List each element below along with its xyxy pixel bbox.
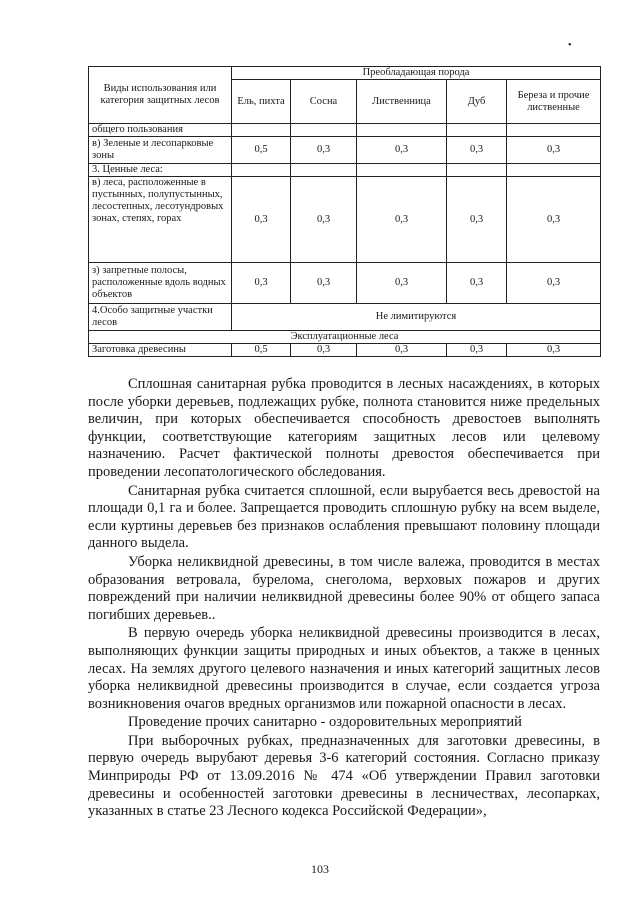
paragraph: Санитарная рубка считается сплошной, если вырубается весь древостой на площади 0,1 га и более. Запрещается проводить сплошную рубку на всем выделе, если куртины деревьев без признаков ослабления превышают половину площади данного выдела. (88, 482, 600, 552)
table-cell: 0,3 (232, 177, 291, 263)
table-row (89, 263, 601, 304)
table-cell: 0,5 (232, 137, 291, 164)
header-species-birch: Береза и прочие лиственные (507, 80, 601, 124)
paragraph: В первую очередь уборка неликвидной древесины производится в лесах, выполняющих функции защиты природных и иных объектов, а также в ценных лесах. На землях другого целевого назначения и иных категорий защитных лесов уборка неликвидной древесины производится в случае, если создается угроза возникновения очагов вредных организмов или пожарной опасности в лесах. (88, 625, 600, 712)
table-cell: 0,3 (232, 263, 291, 304)
table-cell: 0,3 (447, 263, 507, 304)
header-usage-type: Виды использования или категория защитных лесов (89, 67, 232, 124)
row-label: з) запретные полосы, расположенные вдоль водных объектов (89, 263, 232, 304)
table-cell: 0,3 (291, 263, 357, 304)
header-species-larch: Лиственница (357, 80, 447, 124)
table-cell: 0,3 (291, 344, 357, 357)
row-label: в) леса, расположенные в пустынных, полупустынных, лесостепных, лесотундровых зонах, степях, горах (89, 177, 232, 263)
table-row (89, 124, 601, 137)
table-cell: 0,3 (291, 137, 357, 164)
row-label: 3. Ценные леса: (89, 164, 232, 177)
paragraph-heading: Проведение прочих санитарно - оздоровительных мероприятий (128, 714, 522, 731)
header-species-spruce: Ель, пихта (232, 80, 291, 124)
page-number: 103 (311, 862, 329, 876)
body-text (88, 376, 600, 821)
paragraph: Уборка неликвидной древесины, в том числе валежа, проводится в местах образования ветровала, бурелома, снеголома, верховых пожаров и других повреждений при наличии неликвидной древесины более 90% от общего запаса погибших деревьев.. (88, 553, 600, 623)
row-label: общего пользования (89, 124, 232, 137)
table-cell: 0,3 (291, 177, 357, 263)
table-row (89, 164, 601, 177)
stray-dot-mark: • (568, 40, 572, 51)
cutting-density-table (88, 66, 601, 357)
table-cell: 0,3 (447, 137, 507, 164)
table-cell: 0,3 (507, 344, 601, 357)
row-label: Заготовка древесины (89, 344, 232, 357)
table-cell: 0,3 (507, 177, 601, 263)
table-cell: 0,3 (447, 177, 507, 263)
table-row (89, 137, 601, 164)
row-label: в) Зеленые и лесопарковые зоны (89, 137, 232, 164)
table-row (89, 177, 601, 263)
table-cell: 0,3 (507, 137, 601, 164)
not-limited-cell: Не лимитируются (232, 304, 601, 331)
header-species-oak: Дуб (447, 80, 507, 124)
table-cell: 0,5 (232, 344, 291, 357)
header-predominant-species: Преобладающая порода (232, 67, 601, 80)
table-cell: 0,3 (507, 263, 601, 304)
header-species-pine: Сосна (291, 80, 357, 124)
section-row (89, 331, 601, 344)
paragraph: Сплошная санитарная рубка проводится в лесных насаждениях, в которых после уборки деревьев, подлежащих рубке, полнота становится ниже предельных величин, при которых обеспечивается способность древостоев выполнять функции, соответствующие категориям защитных лесов или целевому назначению. Расчет фактической полноты древостоя обеспечивается при проведении лесопатологического обследования. (88, 376, 600, 480)
table-cell: 0,3 (447, 344, 507, 357)
table-row (89, 304, 601, 331)
row-label: 4.Особо защитные участки лесов (89, 304, 232, 331)
table-cell: 0,3 (357, 137, 447, 164)
table-cell: 0,3 (357, 344, 447, 357)
table-row (89, 344, 601, 357)
table-header-row (89, 67, 601, 80)
table-cell: 0,3 (357, 177, 447, 263)
section-title: Эксплуатационные леса (89, 331, 601, 344)
table-cell: 0,3 (357, 263, 447, 304)
paragraph: При выборочных рубках, предназначенных для заготовки древесины, в первую очередь вырубают деревья 3-6 категорий состояния. Согласно приказу Минприроды РФ от 13.09.2016 № 474 «Об утверждении Правил заготовки древесины и особенностей заготовки древесины в лесничествах, лесопарках, указанных в статье 23 Лесного кодекса Российской Федерации», (88, 732, 600, 820)
